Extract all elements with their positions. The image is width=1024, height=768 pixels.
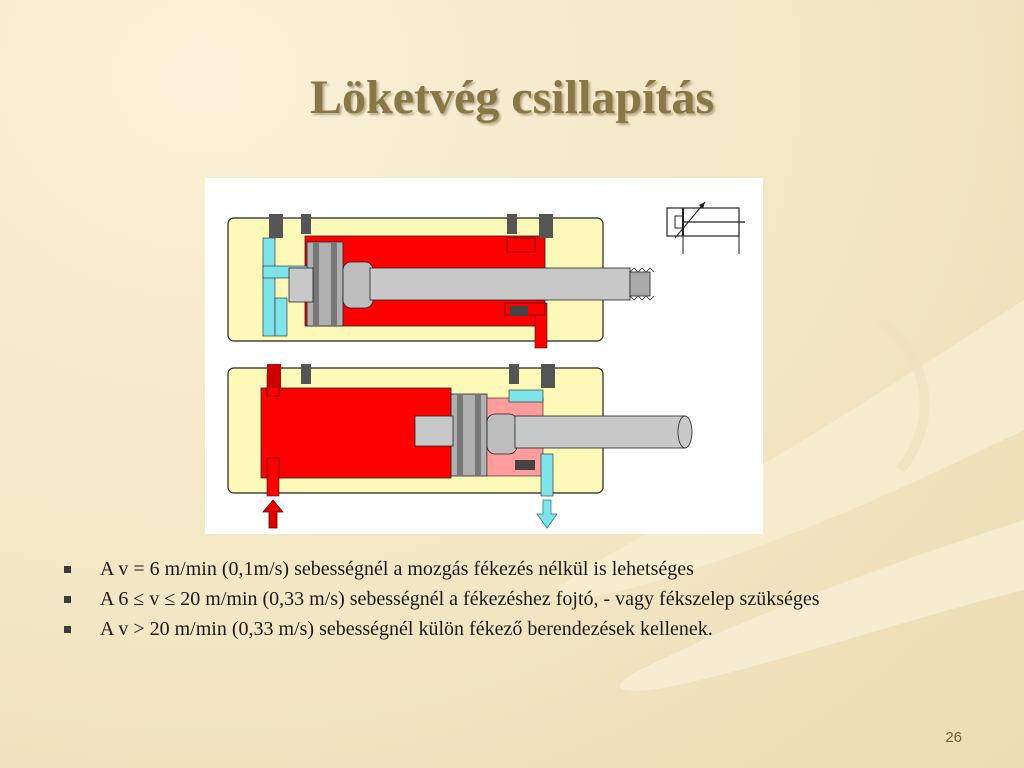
bullet-text: A 6 ≤ v ≤ 20 m/min (0,33 m/s) sebességnél a fékezéshez fojtó, - vagy fékszelep szükséges [100, 588, 820, 610]
exhaust-arrow-icon [537, 500, 557, 528]
bullet-item [62, 617, 902, 641]
bullet-square-icon [64, 596, 71, 603]
bullet-square-icon [64, 566, 71, 573]
bullet-item [62, 557, 902, 581]
cylinder-diagram-svg [205, 178, 763, 534]
cylinder-cushioning-diagram [205, 178, 763, 534]
inlet-arrow-icon [263, 500, 283, 528]
cylinder-symbol-icon [667, 202, 745, 254]
bottom-cylinder [228, 364, 692, 496]
bullet-text: A v > 20 m/min (0,33 m/s) sebességnél külön fékező berendezések kellenek. [100, 618, 713, 640]
bullet-list [62, 557, 902, 647]
page-number: 26 [945, 729, 962, 746]
top-cylinder [228, 214, 654, 348]
bullet-text: A v = 6 m/min (0,1m/s) sebességnél a mozgás fékezés nélkül is lehetséges [100, 558, 694, 580]
bullet-square-icon [64, 626, 71, 633]
bullet-item [62, 587, 902, 611]
slide-title: Löketvég csillapítás [310, 71, 714, 124]
